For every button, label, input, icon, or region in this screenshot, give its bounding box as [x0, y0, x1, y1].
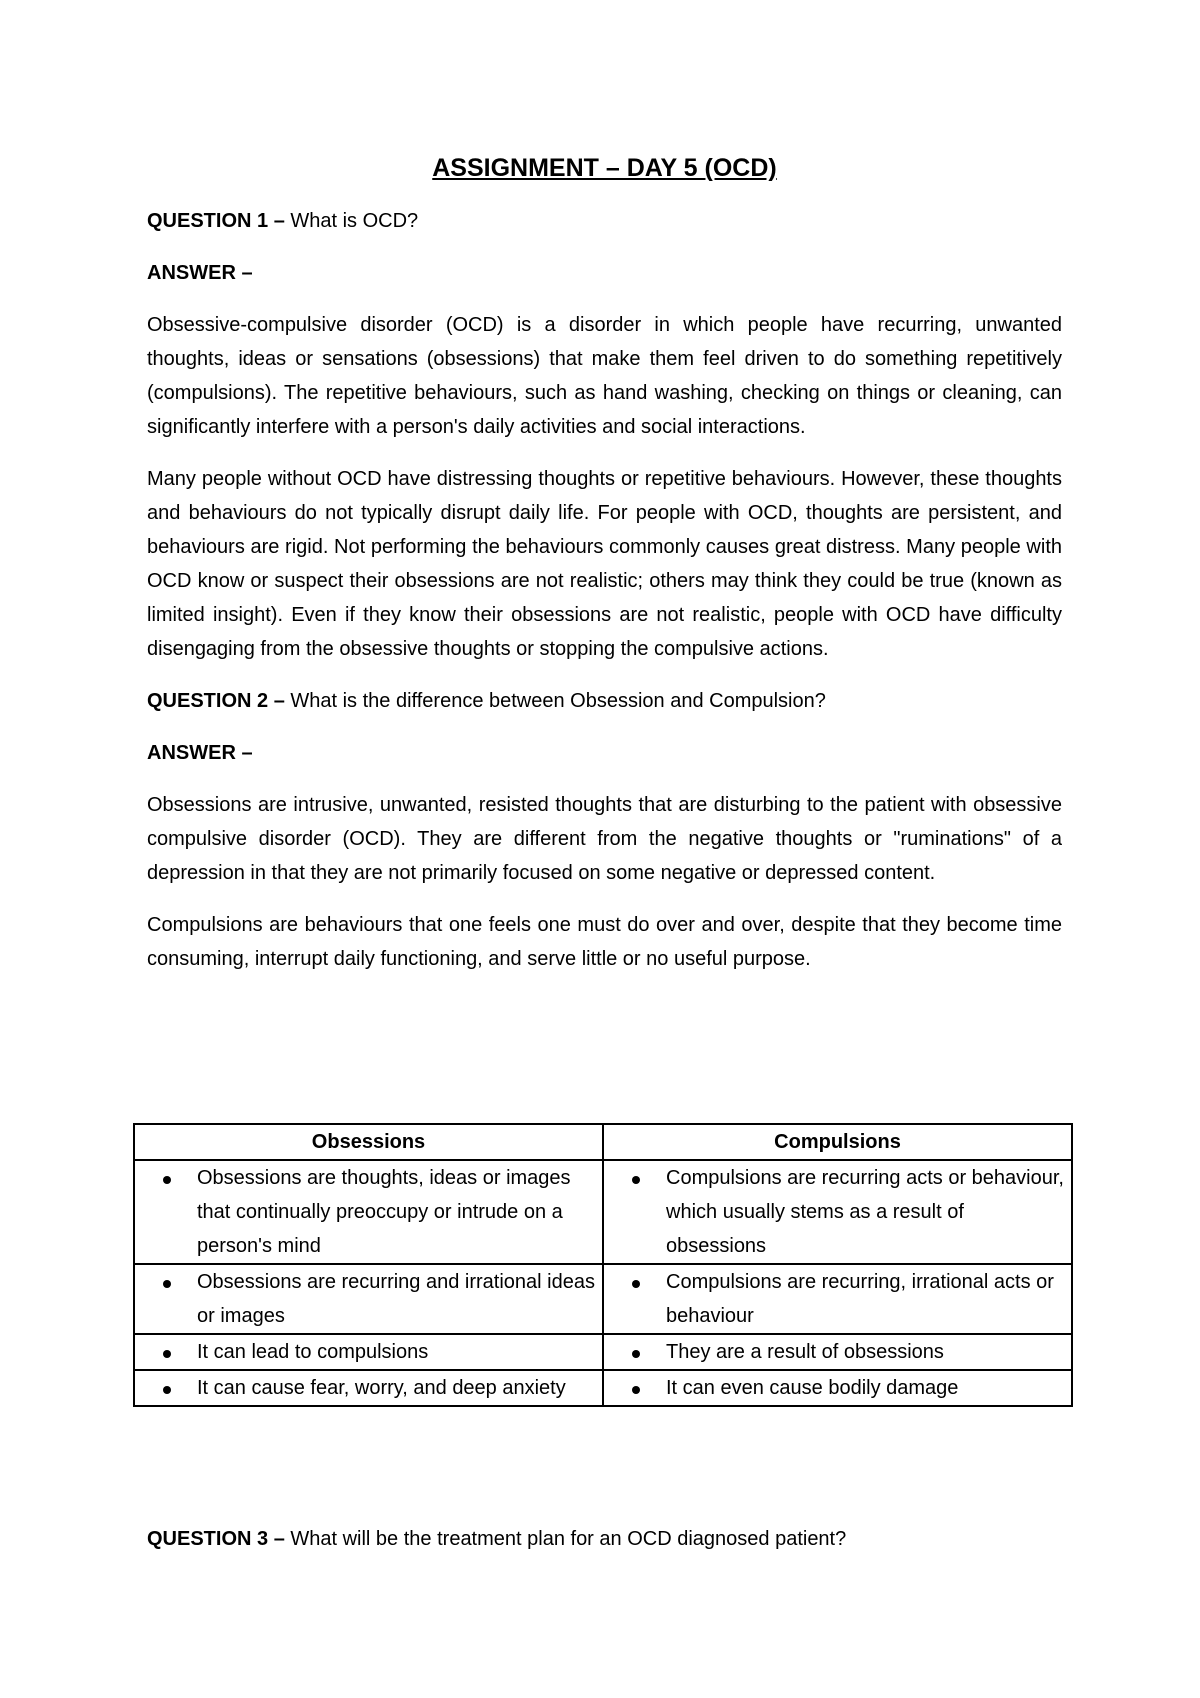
- bullet-icon: [163, 1350, 171, 1358]
- cell-text: It can lead to compulsions: [197, 1341, 429, 1363]
- table-cell: [134, 1334, 603, 1370]
- question-1: [147, 204, 1062, 238]
- bullet-icon: [632, 1386, 640, 1394]
- table-header-obsessions: Obsessions: [134, 1124, 603, 1160]
- table-cell: [603, 1264, 1072, 1334]
- table-cell: [134, 1264, 603, 1334]
- table-row: [134, 1160, 1072, 1264]
- table-cell: [603, 1334, 1072, 1370]
- cell-text: Compulsions are recurring acts or behaviour, which usually stems as a result of obsessions: [666, 1167, 1064, 1257]
- cell-text: It can even cause bodily damage: [666, 1377, 959, 1399]
- cell-text: They are a result of obsessions: [666, 1341, 944, 1363]
- question-1-label: QUESTION 1 –: [147, 210, 285, 232]
- answer-2-paragraph-1: Obsessions are intrusive, unwanted, resisted thoughts that are disturbing to the patient with obsessive compulsive disorder (OCD). They are different from the negative thoughts or "ruminations" of a depression in that they are not primarily focused on some negative or depressed content.: [147, 794, 1062, 884]
- table-cell: [603, 1370, 1072, 1406]
- table-cell: [134, 1160, 603, 1264]
- document-body: [147, 150, 1062, 994]
- page-title: ASSIGNMENT – DAY 5 (OCD): [432, 154, 777, 182]
- answer-2-paragraph-2: Compulsions are behaviours that one feels one must do over and over, despite that they become time consuming, interrupt daily functioning, and serve little or no useful purpose.: [147, 914, 1062, 970]
- cell-text: Obsessions are recurring and irrational ideas or images: [197, 1271, 595, 1327]
- answer-1-label: ANSWER –: [147, 262, 253, 284]
- table-row: [134, 1334, 1072, 1370]
- question-2: [147, 684, 1062, 718]
- question-3: [147, 1522, 1062, 1556]
- table-header-row: [134, 1124, 1072, 1160]
- cell-text: It can cause fear, worry, and deep anxiety: [197, 1377, 566, 1399]
- answer-2-label: ANSWER –: [147, 742, 253, 764]
- bullet-icon: [163, 1386, 171, 1394]
- question-1-text: What is OCD?: [284, 210, 419, 232]
- table-row: [134, 1264, 1072, 1334]
- question-3-text: What will be the treatment plan for an OCD diagnosed patient?: [284, 1528, 847, 1550]
- cell-text: Obsessions are thoughts, ideas or images that continually preoccupy or intrude on a person's mind: [197, 1167, 571, 1257]
- bullet-icon: [632, 1280, 640, 1288]
- question-2-label: QUESTION 2 –: [147, 690, 285, 712]
- table-header-compulsions: Compulsions: [603, 1124, 1072, 1160]
- bullet-icon: [632, 1350, 640, 1358]
- table-cell: [134, 1370, 603, 1406]
- cell-text: Compulsions are recurring, irrational acts or behaviour: [666, 1271, 1054, 1327]
- answer-1-paragraph-1: Obsessive-compulsive disorder (OCD) is a disorder in which people have recurring, unwanted thoughts, ideas or sensations (obsessions) that make them feel driven to do something repetitively (compulsions). The repetitive behaviours, such as hand washing, checking on things or cleaning, can significantly interfere with a person's daily activities and social interactions.: [147, 314, 1062, 438]
- bullet-icon: [632, 1176, 640, 1184]
- table-cell: [603, 1160, 1072, 1264]
- question-3-label: QUESTION 3 –: [147, 1528, 285, 1550]
- question-2-text: What is the difference between Obsession and Compulsion?: [284, 690, 826, 712]
- bullet-icon: [163, 1280, 171, 1288]
- table-row: [134, 1370, 1072, 1406]
- comparison-table: [133, 1123, 1073, 1407]
- answer-1-paragraph-2: Many people without OCD have distressing thoughts or repetitive behaviours. However, these thoughts and behaviours do not typically disrupt daily life. For people with OCD, thoughts are persistent, and behaviours are rigid. Not performing the behaviours commonly causes great distress. Many people with OCD know or suspect their obsessions are not realistic; others may think they could be true (known as limited insight). Even if they know their obsessions are not realistic, people with OCD have difficulty disengaging from the obsessive thoughts or stopping the compulsive actions.: [147, 468, 1062, 660]
- bullet-icon: [163, 1176, 171, 1184]
